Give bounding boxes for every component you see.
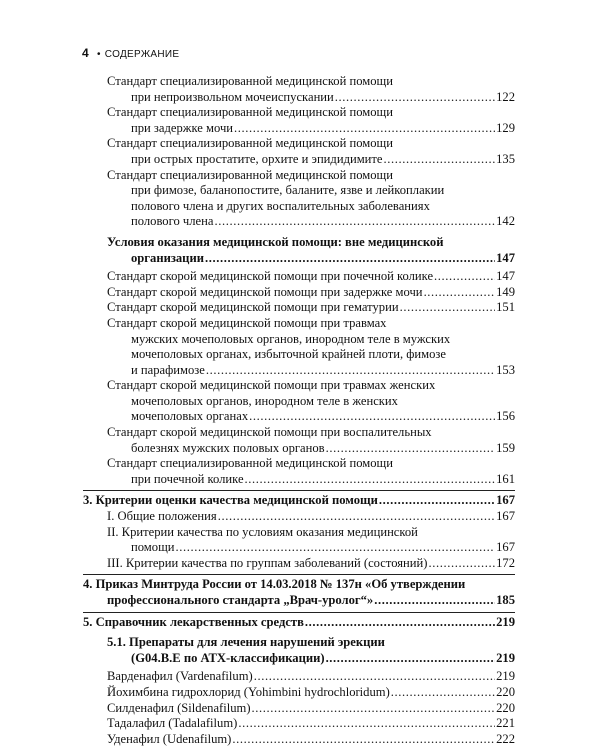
- toc-entry-line: при острых простатите, орхите и эпидидимите: [131, 151, 383, 166]
- toc-entry-line: III. Критерии качества по группам заболеваний (состояний): [107, 555, 428, 570]
- dot-leader: [252, 701, 496, 717]
- dot-leader: [245, 472, 496, 488]
- toc-entry[interactable]: [83, 493, 515, 509]
- toc-entry-line: Стандарт скорой медицинской помощи при задержке мочи: [107, 284, 423, 299]
- toc-entry-line: (G04.B.E по АТХ-классификации): [131, 650, 325, 665]
- toc-entry-line: профессионального стандарта „Врач-уролог“»: [107, 593, 374, 607]
- toc-entry[interactable]: [107, 235, 515, 266]
- toc-entry-line: мужских мочеполовых органов, инородном теле в мужских: [131, 331, 451, 346]
- toc-page-number: 135: [496, 151, 515, 166]
- toc-entry[interactable]: [107, 509, 515, 525]
- toc-entry-line: Йохимбина гидрохлорид (Yohimbini hydrochloridum): [107, 684, 390, 699]
- toc-entry-line: Стандарт специализированной медицинской помощи: [107, 74, 393, 88]
- dot-leader: [305, 615, 495, 631]
- dot-leader: [335, 90, 495, 106]
- dot-leader: [254, 669, 495, 685]
- dot-leader: [400, 300, 496, 316]
- toc-entry-line: полового члена: [131, 214, 214, 229]
- header-title: СОДЕРЖАНИЕ: [104, 49, 180, 60]
- toc-entry-line: Условия оказания медицинской помощи: вне медицинской: [107, 234, 444, 249]
- dot-leader: [249, 409, 495, 425]
- toc-entry-line: 4. Приказ Минтруда России от 14.03.2018 № 137н «Об утверждении: [83, 577, 466, 592]
- toc-page-number: 149: [496, 284, 515, 299]
- dot-leader: [374, 593, 495, 609]
- toc-page-number: 220: [496, 684, 515, 699]
- toc-page-number: 129: [496, 120, 515, 135]
- toc-entry-line: при непроизвольном мочеиспускании: [131, 89, 334, 104]
- section-divider: [83, 574, 515, 575]
- toc-entry-line: мочеполовых органах, избыточной крайней плоти, фимозе: [131, 347, 446, 362]
- toc-entry[interactable]: [107, 168, 515, 230]
- running-header: [82, 46, 512, 60]
- toc-entry-line: помощи: [131, 540, 175, 555]
- toc-page-number: 219: [496, 614, 515, 629]
- toc-page-number: 167: [496, 540, 515, 555]
- toc-entry-line: I. Общие положения: [107, 509, 217, 524]
- toc-page-number: 219: [496, 669, 515, 684]
- toc-entry-line: при фимозе, баланопостите, баланите, язве и лейкоплакии: [131, 183, 445, 198]
- dot-leader: [326, 651, 496, 667]
- toc-page-number: 185: [496, 593, 515, 607]
- toc-entry-line: Стандарт специализированной медицинской помощи: [107, 167, 393, 182]
- toc-page-number: 142: [496, 214, 515, 229]
- page-number: 4: [82, 46, 89, 60]
- toc-entry[interactable]: [83, 577, 515, 608]
- dot-leader: [205, 251, 495, 267]
- dot-leader: [238, 716, 495, 732]
- section-divider: [83, 612, 515, 613]
- toc-entry[interactable]: [107, 300, 515, 316]
- toc-entry-line: Стандарт скорой медицинской помощи при травмах женских: [107, 378, 436, 393]
- toc-page-number: 159: [496, 440, 515, 455]
- toc-page-number: 222: [496, 731, 515, 746]
- toc-entry-line: 3. Критерии оценки качества медицинской помощи: [83, 493, 378, 508]
- dot-leader: [391, 685, 495, 701]
- dot-leader: [384, 152, 496, 168]
- toc-entry[interactable]: [107, 716, 515, 732]
- dot-leader: [434, 269, 495, 285]
- dot-leader: [218, 509, 495, 525]
- toc-entry-line: Стандарт специализированной медицинской помощи: [107, 136, 393, 151]
- toc-page-number: 219: [496, 650, 515, 665]
- dot-leader: [206, 363, 495, 379]
- toc-entry-line: при почечной колике: [131, 471, 244, 486]
- toc-entry-line: Стандарт специализированной медицинской помощи: [107, 456, 393, 471]
- toc-entry[interactable]: [107, 269, 515, 285]
- toc-entry[interactable]: [107, 556, 515, 572]
- toc-entry-line: Уденафил (Udenafilum): [107, 731, 232, 746]
- toc-entry[interactable]: [107, 669, 515, 685]
- dot-leader: [424, 285, 496, 301]
- toc-page-number: 153: [496, 362, 515, 377]
- toc-entry[interactable]: [107, 635, 515, 666]
- toc-page-number: 167: [496, 509, 515, 524]
- table-of-contents: [83, 74, 515, 747]
- toc-entry[interactable]: [107, 701, 515, 717]
- toc-entry-line: Стандарт скорой медицинской помощи при травмах: [107, 315, 387, 330]
- dot-leader: [232, 732, 495, 748]
- toc-entry-line: 5. Справочник лекарственных средств: [83, 614, 304, 629]
- toc-page-number: 156: [496, 409, 515, 424]
- toc-entry-line: II. Критерии качества по условиям оказания медицинской: [107, 524, 418, 539]
- dot-leader: [428, 556, 495, 572]
- dot-leader: [214, 214, 495, 230]
- toc-page-number: 167: [496, 493, 515, 508]
- toc-entry[interactable]: [107, 525, 515, 556]
- toc-entry-line: Стандарт специализированной медицинской помощи: [107, 105, 393, 120]
- section-divider: [83, 490, 515, 491]
- dot-leader: [234, 121, 495, 137]
- toc-page-number: 147: [496, 269, 515, 284]
- toc-entry[interactable]: [107, 732, 515, 748]
- toc-entry-line: мочеполовых органов, инородном теле в женских: [131, 393, 398, 408]
- toc-entry[interactable]: [107, 378, 515, 425]
- toc-entry-line: 5.1. Препараты для лечения нарушений эрекции: [107, 635, 385, 650]
- toc-entry[interactable]: [107, 74, 515, 105]
- toc-entry-line: при задержке мочи: [131, 120, 234, 135]
- toc-page-number: 221: [496, 716, 515, 731]
- toc-page-number: 220: [496, 700, 515, 715]
- dot-leader: [379, 493, 495, 509]
- toc-entry-line: болезнях мужских половых органов: [131, 440, 325, 455]
- toc-entry[interactable]: [107, 425, 515, 456]
- toc-page-number: 147: [496, 250, 515, 265]
- toc-entry[interactable]: [107, 285, 515, 301]
- toc-entry[interactable]: [107, 316, 515, 378]
- bullet: •: [96, 49, 101, 60]
- toc-entry[interactable]: [83, 615, 515, 631]
- toc-entry-line: Стандарт скорой медицинской помощи при воспалительных: [107, 425, 432, 440]
- toc-entry-line: Стандарт скорой медицинской помощи при почечной колике: [107, 269, 434, 284]
- toc-entry-line: Силденафил (Sildenafilum): [107, 700, 251, 715]
- toc-entry-line: и парафимозе: [131, 362, 205, 377]
- toc-entry-line: организации: [131, 250, 204, 265]
- toc-entry-line: Стандарт скорой медицинской помощи при гематурии: [107, 300, 399, 315]
- toc-entry[interactable]: [107, 456, 515, 487]
- toc-entry-line: мочеполовых органах: [131, 409, 249, 424]
- toc-entry[interactable]: [107, 105, 515, 136]
- toc-entry-line: Тадалафил (Tadalafilum): [107, 716, 238, 731]
- toc-entry-line: полового члена и других воспалительных заболеваниях: [131, 198, 430, 213]
- toc-page-number: 122: [496, 89, 515, 104]
- dot-leader: [176, 540, 496, 556]
- toc-page-number: 172: [496, 555, 515, 570]
- toc-page-number: 161: [496, 471, 515, 486]
- toc-page-number: 151: [496, 300, 515, 315]
- dot-leader: [326, 441, 495, 457]
- toc-entry[interactable]: [107, 136, 515, 167]
- toc-entry-line: Варденафил (Vardenafilum): [107, 669, 253, 684]
- toc-entry[interactable]: [107, 685, 515, 701]
